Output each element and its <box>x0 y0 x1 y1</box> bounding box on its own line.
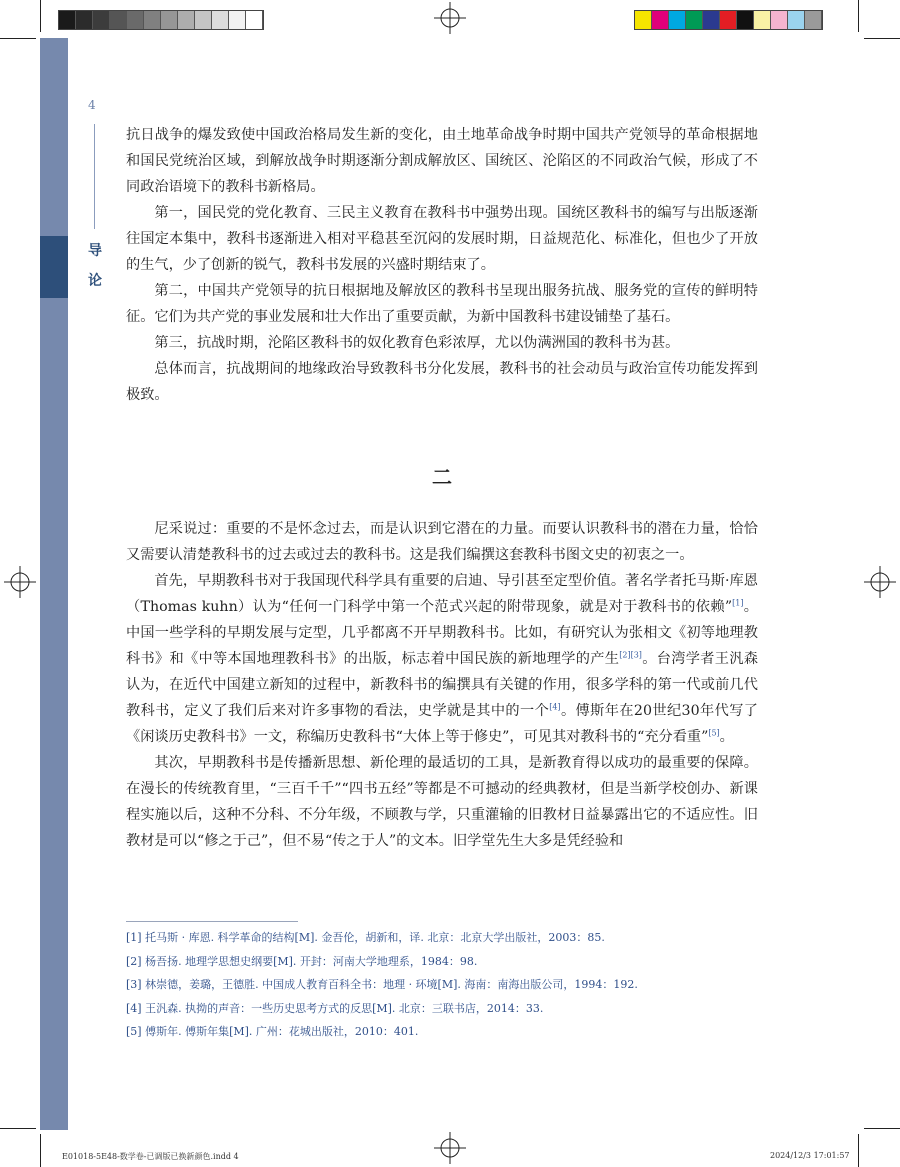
footnote-ref[interactable]: [5] <box>708 728 720 738</box>
body-text-upper <box>126 122 758 408</box>
registration-target-bottom <box>434 1132 466 1164</box>
paragraph: 抗日战争的爆发致使中国政治格局发生新的变化，由土地革命战争时期中国共产党领导的革命根据地和国民党统治区域，到解放战争时期逐渐分割成解放区、国统区、沦陷区的不同政治气候，形成了不同政治语境下的教科书新格局。 <box>126 127 758 195</box>
paragraph: 第二，中国共产党领导的抗日根据地及解放区的教科书呈现出服务抗战、服务党的宣传的鲜明特征。它们为共产党的事业发展和壮大作出了重要贡献，为新中国教科书建设铺垫了基石。 <box>126 283 758 325</box>
crop-mark-bottom-right-v <box>858 1134 859 1167</box>
paragraph: 总体而言，抗战期间的地缘政治导致教科书分化发展，教科书的社会动员与政治宣传功能发挥到极致。 <box>126 361 758 403</box>
footnotes <box>126 926 766 1044</box>
section-label-char-2: 论 <box>88 273 102 289</box>
paragraph-text: 。 <box>719 729 734 745</box>
footnote-ref[interactable]: [1] <box>732 598 744 608</box>
paragraph-text: 。台湾学者王汎森认为，在近代中国建立新知的过程中，新教科书的编撰具有关键的作用，很多学科的第一代或前几代教科书，定义了我们后来对许多事物的看法，史学就是其中的一个 <box>126 651 758 719</box>
crop-mark-bottom-right-h <box>864 1128 900 1129</box>
registration-target-top <box>434 2 466 34</box>
footnote-item: [2] 杨吾扬. 地理学思想史纲要[M]. 开封：河南大学地理系，1984：98. <box>126 954 478 968</box>
margin-rule-upper <box>94 124 95 229</box>
side-section-tab <box>40 236 68 298</box>
crop-mark-bottom-left-v <box>40 1134 41 1167</box>
footnote-item: [1] 托马斯 · 库恩. 科学革命的结构[M]. 金吾伦，胡新和，译. 北京：北京大学出版社，2003：85. <box>126 931 605 944</box>
paragraph: 其次，早期教科书是传播新思想、新伦理的最适切的工具，是新教育得以成功的最重要的保障。在漫长的传统教育里，“三百千千”“四书五经”等都是不可撼动的经典教材，但是当新学校创办、新课程实施以后，这种不分科、不分年级，不顾教与学，只重灌输的旧教材日益暴露出它的不适应性。旧教材是可以“修之于己”，但不易“传之于人”的文本。旧学堂先生大多是凭经验和 <box>126 755 758 849</box>
slug-filename: E01018-5E48-数学卷-已调版已换新颜色.indd 4 <box>62 1152 239 1161</box>
footnote-item: [5] 傅斯年. 傅斯年集[M]. 广州：花城出版社，2010：401. <box>126 1025 419 1038</box>
registration-target-left <box>4 566 36 598</box>
crop-mark-top-right-v <box>858 0 859 32</box>
crop-mark-bottom-left-h <box>0 1128 36 1129</box>
paragraph: 第一，国民党的党化教育、三民主义教育在教科书中强势出现。国统区教科书的编写与出版逐渐往国定本集中，教科书逐渐进入相对平稳甚至沉闷的发展时期，日益规范化、标准化，但也少了开放的生气，少了创新的锐气，教科书发展的兴盛时期结束了。 <box>126 205 758 273</box>
footnote-divider <box>126 921 298 922</box>
crop-mark-top-left-h <box>0 38 36 39</box>
paragraph-text: 。中国一些学科的早期发展与定型，几乎都离不开早期教科书。比如，有研究认为张相文《初等地理教科书》和《中等本国地理教科书》的出版，标志着中国民族的新地理学的产生 <box>126 599 758 667</box>
paragraph-text: 。傅斯年在20世纪30年代写了《闲谈历史教科书》一文，称编历史教科书“大体上等于修史”，可见其对教科书的“充分看重” <box>126 703 758 745</box>
registration-target-right <box>864 566 896 598</box>
crop-mark-top-right-h <box>864 38 900 39</box>
footnote-item: [4] 王汎森. 执拗的声音：一些历史思考方式的反思[M]. 北京：三联书店，2014：33. <box>126 1001 544 1015</box>
section-label-char-1: 导 <box>88 243 102 259</box>
paragraph: 尼采说过：重要的不是怀念过去，而是认识到它潜在的力量。而要认识教科书的潜在力量，恰恰又需要认清楚教科书的过去或过去的教科书。这是我们编撰这套教科书图文史的初衷之一。 <box>126 521 758 563</box>
paragraph: 第三，抗战时期，沦陷区教科书的奴化教育色彩浓厚，尤以伪满洲国的教科书为甚。 <box>154 335 680 351</box>
color-registration-bar <box>634 10 823 30</box>
footnote-item: [3] 林崇德，姜璐，王德胜. 中国成人教育百科全书：地理 · 环境[M]. 海南：南海出版公司，1994：192. <box>126 978 638 991</box>
body-text-lower <box>126 516 758 854</box>
footnote-ref[interactable]: [4] <box>549 702 561 712</box>
grayscale-registration-bar <box>58 10 264 30</box>
side-color-band <box>40 38 68 1130</box>
crop-mark-top-left-v <box>40 0 41 32</box>
slug-timestamp: 2024/12/3 17:01:57 <box>770 1151 850 1160</box>
paragraph-text: 首先，早期教科书对于我国现代科学具有重要的启迪、导引甚至定型价值。著名学者托马斯·库恩（Thomas kuhn）认为“任何一门科学中第一个范式兴起的附带现象，就是对于教科书的依赖” <box>126 573 758 615</box>
page-number: 4 <box>88 98 96 112</box>
section-label <box>87 236 103 296</box>
paragraph <box>126 568 758 750</box>
footnote-ref[interactable]: [2][3] <box>619 650 642 660</box>
section-heading: 二 <box>432 465 452 489</box>
